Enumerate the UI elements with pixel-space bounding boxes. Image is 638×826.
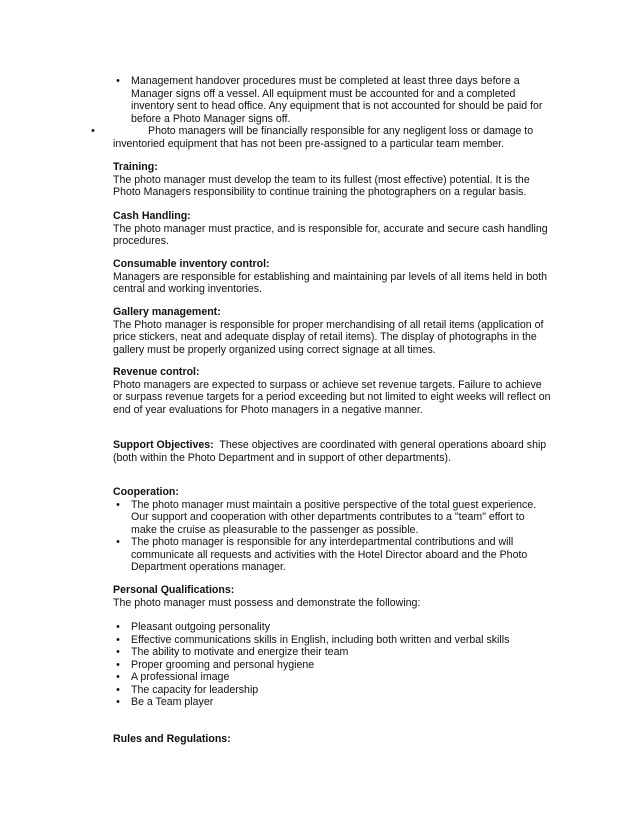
bullet: • bbox=[116, 696, 120, 708]
bullet: • bbox=[116, 536, 120, 548]
support-line-2: (both within the Photo Department and in support of other departments). bbox=[113, 451, 452, 464]
bullet: • bbox=[116, 633, 120, 646]
cooperation-b1-line-1: The photo manager must maintain a positive perspective of the total guest experience. bbox=[131, 498, 537, 511]
qualification-item: The capacity for leadership bbox=[131, 683, 259, 696]
cooperation-heading: Cooperation: bbox=[113, 486, 179, 498]
support-heading: Support Objectives: bbox=[113, 439, 214, 451]
bullet: • bbox=[116, 646, 120, 658]
revenue-line-3: end of year evaluations for Photo managers in a negative manner. bbox=[113, 403, 423, 416]
inventory-line-1: Managers are responsible for establishing and maintaining par levels of all items held in both bbox=[113, 270, 548, 283]
cooperation-b1-line-2: Our support and cooperation with other departments contributes to a "team" effort to bbox=[131, 511, 525, 523]
gallery-line-3: gallery must be properly organized using correct signage at all times. bbox=[113, 343, 436, 356]
handover-line-2: Manager signs off a vessel. All equipment must be accounted for and a completed bbox=[131, 87, 516, 100]
bullet: • bbox=[116, 75, 120, 87]
training-heading: Training: bbox=[113, 161, 158, 173]
bullet: • bbox=[116, 498, 120, 511]
cash-line-1: The photo manager must practice, and is responsible for, accurate and secure cash handling bbox=[113, 222, 548, 235]
revenue-heading: Revenue control: bbox=[113, 366, 200, 378]
gallery-line-1: The Photo manager is responsible for proper merchandising of all retail items (application of bbox=[113, 318, 544, 331]
qualification-item: Pleasant outgoing personality bbox=[131, 621, 270, 633]
revenue-line-1: Photo managers are expected to surpass or achieve set revenue targets. Failure to achieve bbox=[113, 378, 542, 391]
bullet: • bbox=[116, 683, 120, 696]
liability-line-1: Photo managers will be financially responsible for any negligent loss or damage to bbox=[148, 125, 534, 137]
cooperation-b1-line-3: make the cruise as pleasurable to the passenger as possible. bbox=[131, 523, 419, 536]
gallery-line-2: price stickers, neat and adequate display of retail items). The display of photographs in the bbox=[113, 331, 537, 343]
qualifications-intro: The photo manager must possess and demonstrate the following: bbox=[113, 596, 421, 609]
handover-line-1: Management handover procedures must be completed at least three days before a bbox=[131, 75, 520, 87]
qualifications-heading: Personal Qualifications: bbox=[113, 584, 235, 596]
support-line-1 bbox=[113, 439, 546, 452]
gallery-heading: Gallery management: bbox=[113, 306, 221, 318]
training-line-1: The photo manager must develop the team to its fullest (most effective) potential. It is the bbox=[113, 173, 530, 186]
qualification-item: The ability to motivate and energize their team bbox=[131, 646, 349, 658]
cooperation-b2-line-1: The photo manager is responsible for any interdepartmental contributions and will bbox=[131, 536, 514, 548]
cooperation-b2-line-3: Department operations manager. bbox=[131, 561, 286, 573]
bullet: • bbox=[116, 671, 120, 683]
inventory-line-2: central and working inventories. bbox=[113, 283, 262, 295]
rules-heading: Rules and Regulations: bbox=[113, 733, 231, 745]
cash-line-2: procedures. bbox=[113, 235, 169, 247]
cash-heading: Cash Handling: bbox=[113, 210, 191, 222]
qualification-item: A professional image bbox=[131, 671, 230, 683]
handover-line-4: before a Photo Manager signs off. bbox=[131, 112, 291, 125]
inventory-heading: Consumable inventory control: bbox=[113, 258, 270, 270]
support-text: These objectives are coordinated with general operations aboard ship bbox=[219, 439, 547, 451]
revenue-line-2: or surpass revenue targets for a period exceeding but not limited to eight weeks will reflect on bbox=[113, 391, 551, 403]
cooperation-b2-line-2: communicate all requests and activities with the Hotel Director aboard and the Photo bbox=[131, 548, 528, 561]
qualification-item: Be a Team player bbox=[131, 696, 214, 708]
qualification-item: Effective communications skills in English, including both written and verbal skills bbox=[131, 633, 510, 646]
bullet: • bbox=[116, 658, 120, 671]
liability-line-2: inventoried equipment that has not been pre-assigned to a particular team member. bbox=[113, 137, 505, 150]
training-line-2: Photo Managers responsibility to continue training the photographers on a regular basis. bbox=[113, 186, 527, 198]
handover-line-3: inventory sent to head office. Any equipment that is not accounted for should be paid for bbox=[131, 100, 543, 112]
qualification-item: Proper grooming and personal hygiene bbox=[131, 658, 315, 671]
bullet: • bbox=[116, 621, 120, 633]
bullet: • bbox=[91, 125, 95, 137]
